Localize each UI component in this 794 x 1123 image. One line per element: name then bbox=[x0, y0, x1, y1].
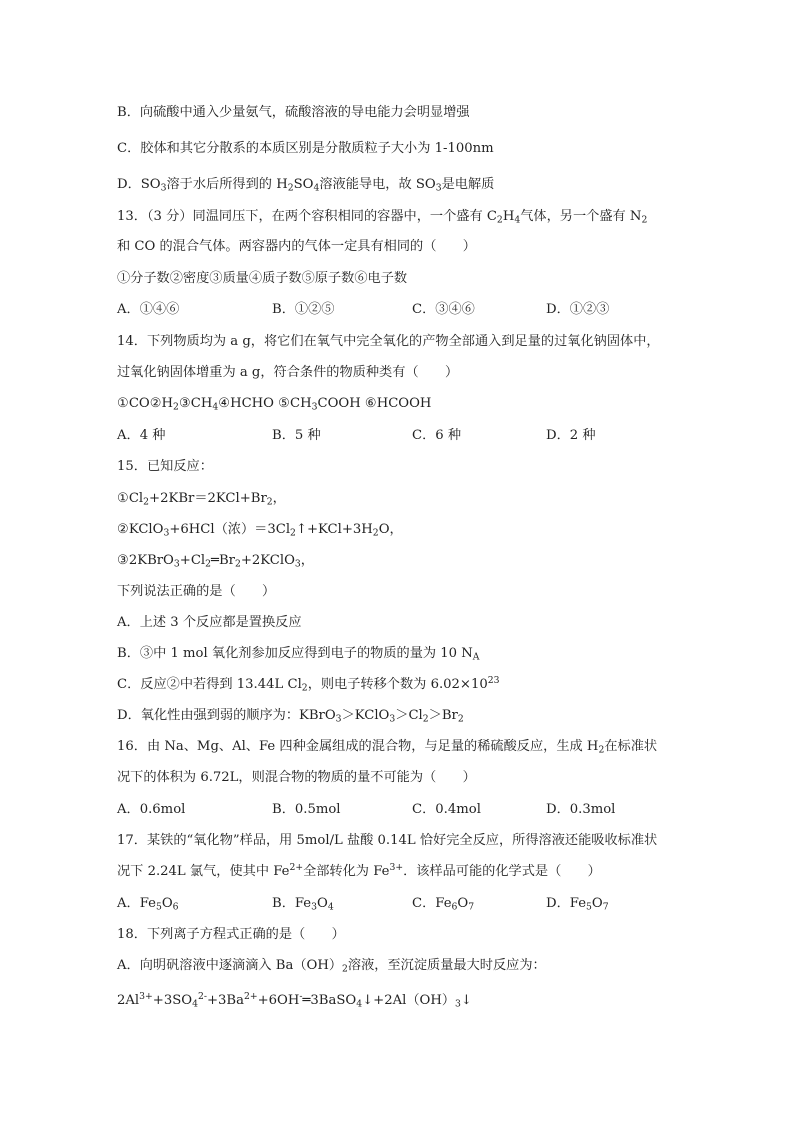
q14-option-b: B．5 种 bbox=[272, 428, 321, 443]
q16-stem-line1: 16．由 Na、Mg、Al、Fe 四种金属组成的混合物，与足量的稀硫酸反应，生成 $H_2$在标准状 bbox=[117, 739, 658, 756]
q17-option-b: B．$Fe_3O_4$ bbox=[272, 896, 334, 913]
q17-stem-line2: 况下 2.24L 氯气，使其中 $Fe^{2+}$全部转化为 $Fe^{3+}$．该样品可能的化学式是（ ） bbox=[117, 861, 601, 879]
q17-stem-line1: 17．某铁的“氧化物”样品，用 5mol/L 盐酸 0.14L 恰好完全反应，所得溶液还能吸收标准状 bbox=[117, 833, 658, 848]
q12-option-b: B．向硫酸中通入少量氨气，硫酸溶液的导电能力会明显增强 bbox=[117, 105, 470, 120]
q14-stem-line2: 过氧化钠固体增重为 a g，符合条件的物质种类有（ ） bbox=[117, 365, 459, 380]
q18-equation: $2Al^{3+}+3SO_4^{2-}+3Ba^{2+}+6OH^-═3BaSO_4↓+2Al(OH)_3↓$ bbox=[117, 990, 472, 1010]
q13-stem-line2: 和 CO 的混合气体。两容器内的气体一定具有相同的（ ） bbox=[117, 239, 476, 254]
q18-option-a: A．向明矾溶液中逐滴滴入 $Ba(OH)_2$溶液，至沉淀质量最大时反应为： bbox=[117, 958, 546, 975]
q13-option-a: A．①④⑥ bbox=[117, 302, 180, 317]
q15-option-b: B．③中 1 mol 氧化剂参加反应得到电子的物质的量为 10 $N_A$ bbox=[117, 646, 480, 663]
q15-option-d: D．氧化性由强到弱的顺序为：$KBrO_3>KClO_3>Cl_2>Br_2$ bbox=[117, 708, 464, 725]
q17-option-d: D．$Fe_5O_7$ bbox=[546, 896, 609, 913]
q13-items: ①分子数②密度③质量④质子数⑤原子数⑥电子数 bbox=[117, 271, 408, 286]
q18-stem: 18．下列离子方程式正确的是（ ） bbox=[117, 927, 345, 942]
q15-reaction-3: $③2KBrO_3+Cl_2═Br_2+2KClO_3$， bbox=[117, 553, 314, 570]
q14-stem-line1: 14．下列物质均为 a g，将它们在氧气中完全氧化的产物全部通入到足量的过氧化钠固体中， bbox=[117, 334, 660, 349]
q15-reaction-1: $①Cl_2+2KBr=2KCl+Br_2$， bbox=[117, 491, 286, 508]
q16-stem-line2: 况下的体积为 6.72L，则混合物的物质的量不可能为（ ） bbox=[117, 770, 476, 785]
q15-option-c: C．反应②中若得到 13.44L $Cl_2$，则电子转移个数为 $6.02\times 10^{23}$ bbox=[117, 674, 500, 694]
q14-items: $①CO②H_2③CH_4④HCHO$ $⑤CH_3COOH$ ⑥HCOOH bbox=[117, 396, 432, 413]
q17-option-a: A．$Fe_5O_6$ bbox=[117, 896, 179, 913]
q15-reaction-2: ②KClO$_3$+6HCl（浓）$=3Cl_2↑+KCl+3H_2O$， bbox=[117, 522, 403, 539]
q14-option-a: A．4 种 bbox=[117, 428, 166, 443]
q16-option-c: C．0.4mol bbox=[412, 802, 481, 817]
q12-option-d: D．$SO_3$溶于水后所得到的 $H_2SO_4$溶液能导电，故 $SO_3$是电解质 bbox=[117, 177, 495, 194]
q15-question: 下列说法正确的是（ ） bbox=[117, 584, 276, 599]
q12-option-c: C．胶体和其它分散系的本质区别是分散质粒子大小为 1-100nm bbox=[117, 141, 494, 156]
q13-option-c: C．③④⑥ bbox=[412, 302, 475, 317]
q16-option-d: D．0.3mol bbox=[546, 802, 616, 817]
q15-stem: 15．已知反应： bbox=[117, 459, 213, 474]
q13-option-b: B．①②⑤ bbox=[272, 302, 335, 317]
q17-option-c: C．$Fe_6O_7$ bbox=[412, 896, 475, 913]
q15-option-a: A．上述 3 个反应都是置换反应 bbox=[117, 615, 302, 630]
q13-stem-line1: 13．（3 分）同温同压下，在两个容积相同的容器中，一个盛有 $C_2H_4$气体，另一个盛有 $N_2$ bbox=[117, 209, 648, 226]
q14-option-d: D．2 种 bbox=[546, 428, 596, 443]
q14-option-c: C．6 种 bbox=[412, 428, 462, 443]
q16-option-b: B．0.5mol bbox=[272, 802, 341, 817]
q13-option-d: D．①②③ bbox=[546, 302, 610, 317]
q16-option-a: A．0.6mol bbox=[117, 802, 186, 817]
